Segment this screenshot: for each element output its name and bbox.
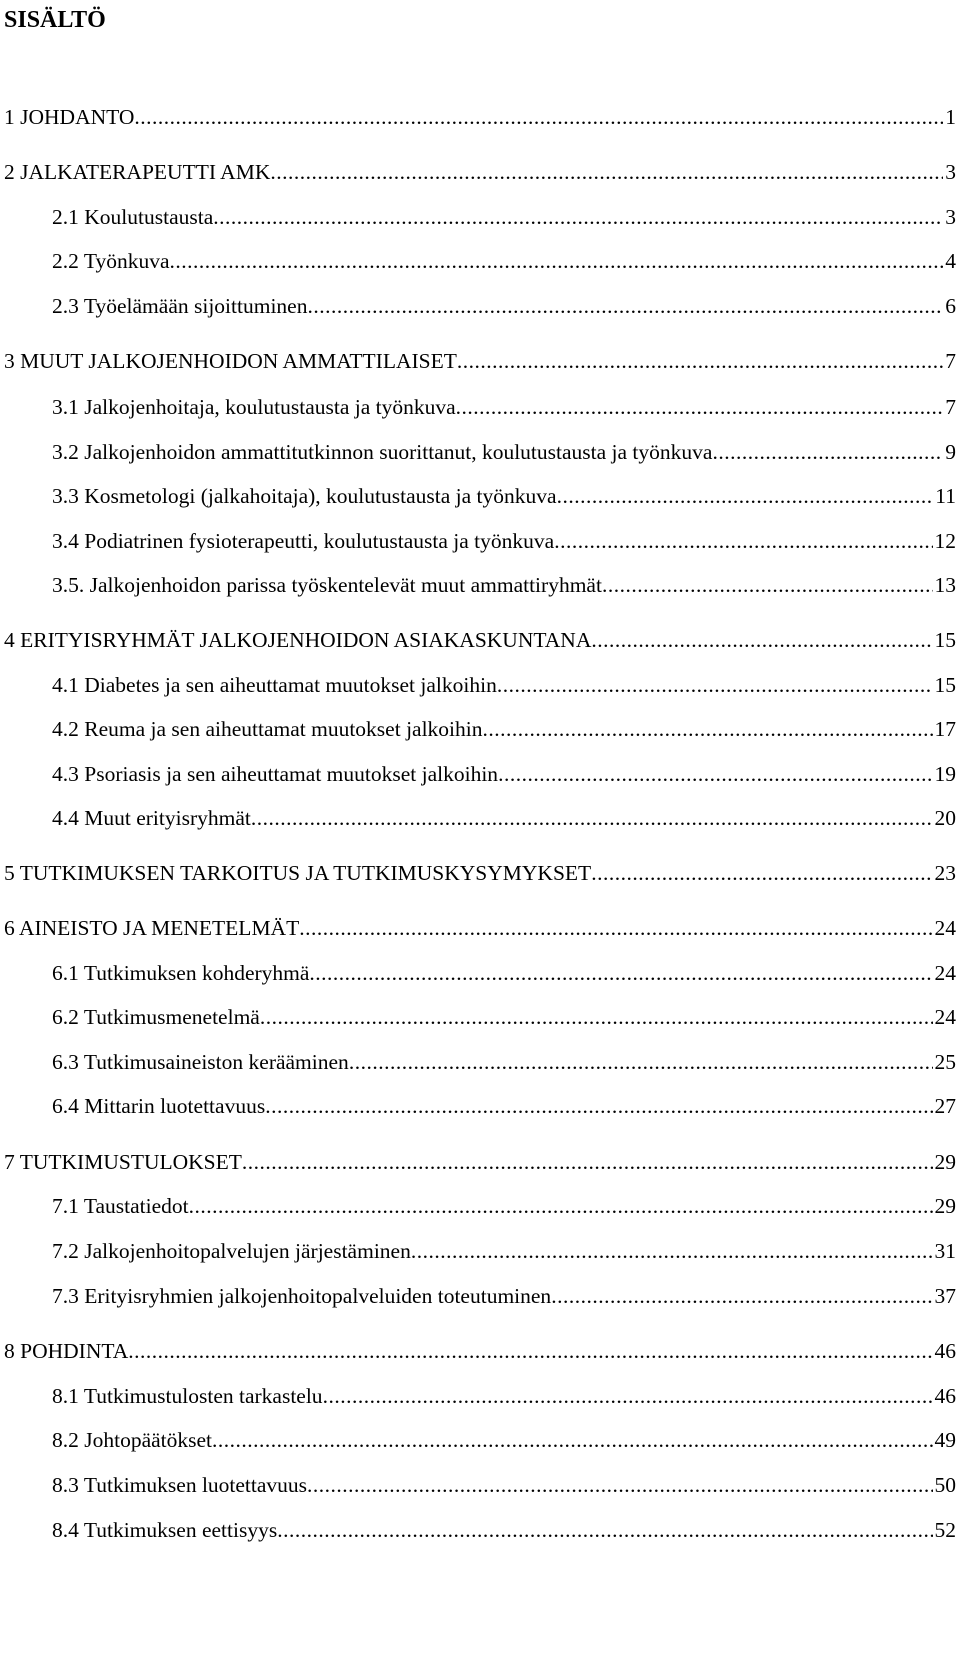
toc-dot-leader [349,1046,933,1078]
toc-entry-page-number: 9 [945,440,956,464]
toc-entry-page-number: 24 [934,916,956,940]
toc-dot-leader [307,290,943,322]
toc-entry-label: 3.5. Jalkojenhoidon parissa työskentelevät muut ammattiryhmät [52,573,602,597]
toc-entry-label: 4.4 Muut erityisryhmät [52,806,251,830]
toc-entry-page-number: 12 [934,529,956,553]
toc-entry-label: 7.3 Erityisryhmien jalkojenhoitopalveluiden toteutuminen [52,1284,552,1308]
toc-entry-label: 5 TUTKIMUKSEN TARKOITUS JA TUTKIMUSKYSYMYKSET [4,861,592,885]
toc-entry-page-number: 19 [934,762,956,786]
toc-entry-label: 3.2 Jalkojenhoidon ammattitutkinnon suorittanut, koulutustausta ja työnkuva [52,440,713,464]
toc-entry-label: 6.2 Tutkimusmenetelmä [52,1005,260,1029]
toc-entry[interactable] [0,1235,956,1267]
toc-entry[interactable] [0,857,956,889]
toc-dot-leader [712,436,943,468]
toc-entry-page-number: 37 [934,1284,956,1308]
toc-entry-label: 3.4 Podiatrinen fysioterapeutti, koulutustausta ja työnkuva [52,529,555,553]
toc-entry[interactable] [0,669,956,701]
toc-entry-page-number: 46 [934,1384,956,1408]
toc-entry-label: 3 MUUT JALKOJENHOIDON AMMATTILAISET [4,349,457,373]
toc-dot-leader [212,1424,932,1456]
toc-entry[interactable] [0,569,956,601]
toc-entry-label: 7 TUTKIMUSTULOKSET [4,1150,242,1174]
toc-entry-page-number: 29 [934,1150,956,1174]
toc-entry-label: 2.3 Työelämään sijoittuminen [52,294,308,318]
toc-entry-page-number: 7 [945,349,956,373]
toc-entry[interactable] [0,156,956,188]
toc-dot-leader [323,1380,933,1412]
toc-entry-label: 4.2 Reuma ja sen aiheuttamat muutokset jalkoihin [52,717,483,741]
toc-entry[interactable] [0,480,956,512]
toc-dot-leader [189,1190,933,1222]
toc-entry-label: 4.3 Psoriasis ja sen aiheuttamat muutokset jalkoihin [52,762,499,786]
toc-entry-page-number: 23 [934,861,956,885]
toc-entry[interactable] [0,290,956,322]
toc-dot-leader [554,525,932,557]
toc-entry[interactable] [0,1280,956,1312]
toc-dot-leader [309,957,932,989]
toc-dot-leader [128,1335,932,1367]
toc-entry-page-number: 27 [934,1094,956,1118]
toc-entry-label: 7.2 Jalkojenhoitopalvelujen järjestäminen [52,1239,411,1263]
toc-dot-leader [242,1146,933,1178]
toc-entry-label: 4 ERITYISRYHMÄT JALKOJENHOIDON ASIAKASKUNTANA [4,628,592,652]
toc-dot-leader [457,345,943,377]
toc-dot-leader [170,245,944,277]
toc-entry-label: 4.1 Diabetes ja sen aiheuttamat muutokset jalkoihin [52,673,497,697]
toc-entry[interactable] [0,245,956,277]
toc-dot-leader [591,857,932,889]
toc-entry-label: 8.2 Johtopäätökset [52,1428,213,1452]
toc-entry-page-number: 15 [934,628,956,652]
toc-entry-page-number: 49 [934,1428,956,1452]
toc-dot-leader [602,569,933,601]
toc-entry[interactable] [0,758,956,790]
toc-entry-label: 8.4 Tutkimuksen eettisyys [52,1518,278,1542]
toc-entry[interactable] [0,1424,956,1456]
toc-entry[interactable] [0,1469,956,1501]
toc-entry-page-number: 13 [934,573,956,597]
toc-entry-label: 6.1 Tutkimuksen kohderyhmä [52,961,310,985]
toc-entry[interactable] [0,1001,956,1033]
toc-entry[interactable] [0,1514,956,1546]
toc-entry-page-number: 29 [934,1194,956,1218]
toc-entry[interactable] [0,391,956,423]
toc-entry-page-number: 7 [945,395,956,419]
toc-entry[interactable] [0,957,956,989]
toc-entry-page-number: 3 [945,160,956,184]
toc-entry-page-number: 15 [934,673,956,697]
toc-entry[interactable] [0,1190,956,1222]
toc-dot-leader [557,480,934,512]
toc-entry-page-number: 31 [934,1239,956,1263]
toc-entry[interactable] [0,802,956,834]
toc-entry-label: 6.3 Tutkimusaineiston kerääminen [52,1050,349,1074]
toc-entry[interactable] [0,624,956,656]
toc-entry-page-number: 1 [945,105,956,129]
toc-entry[interactable] [0,912,956,944]
toc-entry-page-number: 20 [934,806,956,830]
toc-entry[interactable] [0,201,956,233]
toc-dot-leader [260,1001,933,1033]
toc-entry-page-number: 52 [934,1518,956,1542]
toc-dot-leader [497,669,933,701]
toc-entry-page-number: 17 [934,717,956,741]
toc-entry[interactable] [0,1090,956,1122]
toc-entry-page-number: 24 [934,961,956,985]
toc-dot-leader [456,391,944,423]
toc-entry[interactable] [0,1146,956,1178]
toc-entry[interactable] [0,345,956,377]
toc-dot-leader [265,1090,932,1122]
toc-entry-label: 2.2 Työnkuva [52,249,170,273]
toc-entry-page-number: 11 [935,484,956,508]
toc-entry-page-number: 3 [945,205,956,229]
toc-dot-leader [483,713,933,745]
toc-entry-label: 7.1 Taustatiedot [52,1194,189,1218]
toc-entry-page-number: 25 [934,1050,956,1074]
toc-entry[interactable] [0,101,956,133]
toc-entry-page-number: 24 [934,1005,956,1029]
toc-entry-label: 8 POHDINTA [4,1339,129,1363]
toc-dot-leader [307,1469,932,1501]
toc-dot-leader [411,1235,933,1267]
toc-entry[interactable] [0,525,956,557]
toc-dot-leader [277,1514,932,1546]
toc-dot-leader [134,101,943,133]
toc-entry-label: 3.1 Jalkojenhoitaja, koulutustausta ja työnkuva [52,395,456,419]
toc-dot-leader [591,624,932,656]
toc-entry-label: 1 JOHDANTO [4,105,135,129]
toc-entry-label: 6 AINEISTO JA MENETELMÄT [4,916,300,940]
toc-dot-leader [251,802,933,834]
toc-dot-leader [551,1280,932,1312]
toc-entry-label: 3.3 Kosmetologi (jalkahoitaja), koulutustausta ja työnkuva [52,484,557,508]
toc-entry[interactable] [0,1380,956,1412]
toc-dot-leader [299,912,932,944]
toc-entry-page-number: 46 [934,1339,956,1363]
toc-entry-label: 6.4 Mittarin luotettavuus [52,1094,266,1118]
toc-entry-label: 2.1 Koulutustausta [52,205,214,229]
page-title: SISÄLTÖ [4,7,106,33]
toc-entry-label: 8.1 Tutkimustulosten tarkastelu [52,1384,323,1408]
toc-entry[interactable] [0,713,956,745]
toc-entry-page-number: 6 [945,294,956,318]
toc-dot-leader [498,758,932,790]
toc-entry-label: 2 JALKATERAPEUTTI AMK [4,160,271,184]
toc-entry[interactable] [0,1335,956,1367]
toc-dot-leader [270,156,943,188]
toc-entry[interactable] [0,1046,956,1078]
toc-entry[interactable] [0,436,956,468]
toc-dot-leader [213,201,943,233]
toc-entry-label: 8.3 Tutkimuksen luotettavuus [52,1473,308,1497]
toc-entry-page-number: 4 [945,249,956,273]
toc-entry-page-number: 50 [934,1473,956,1497]
